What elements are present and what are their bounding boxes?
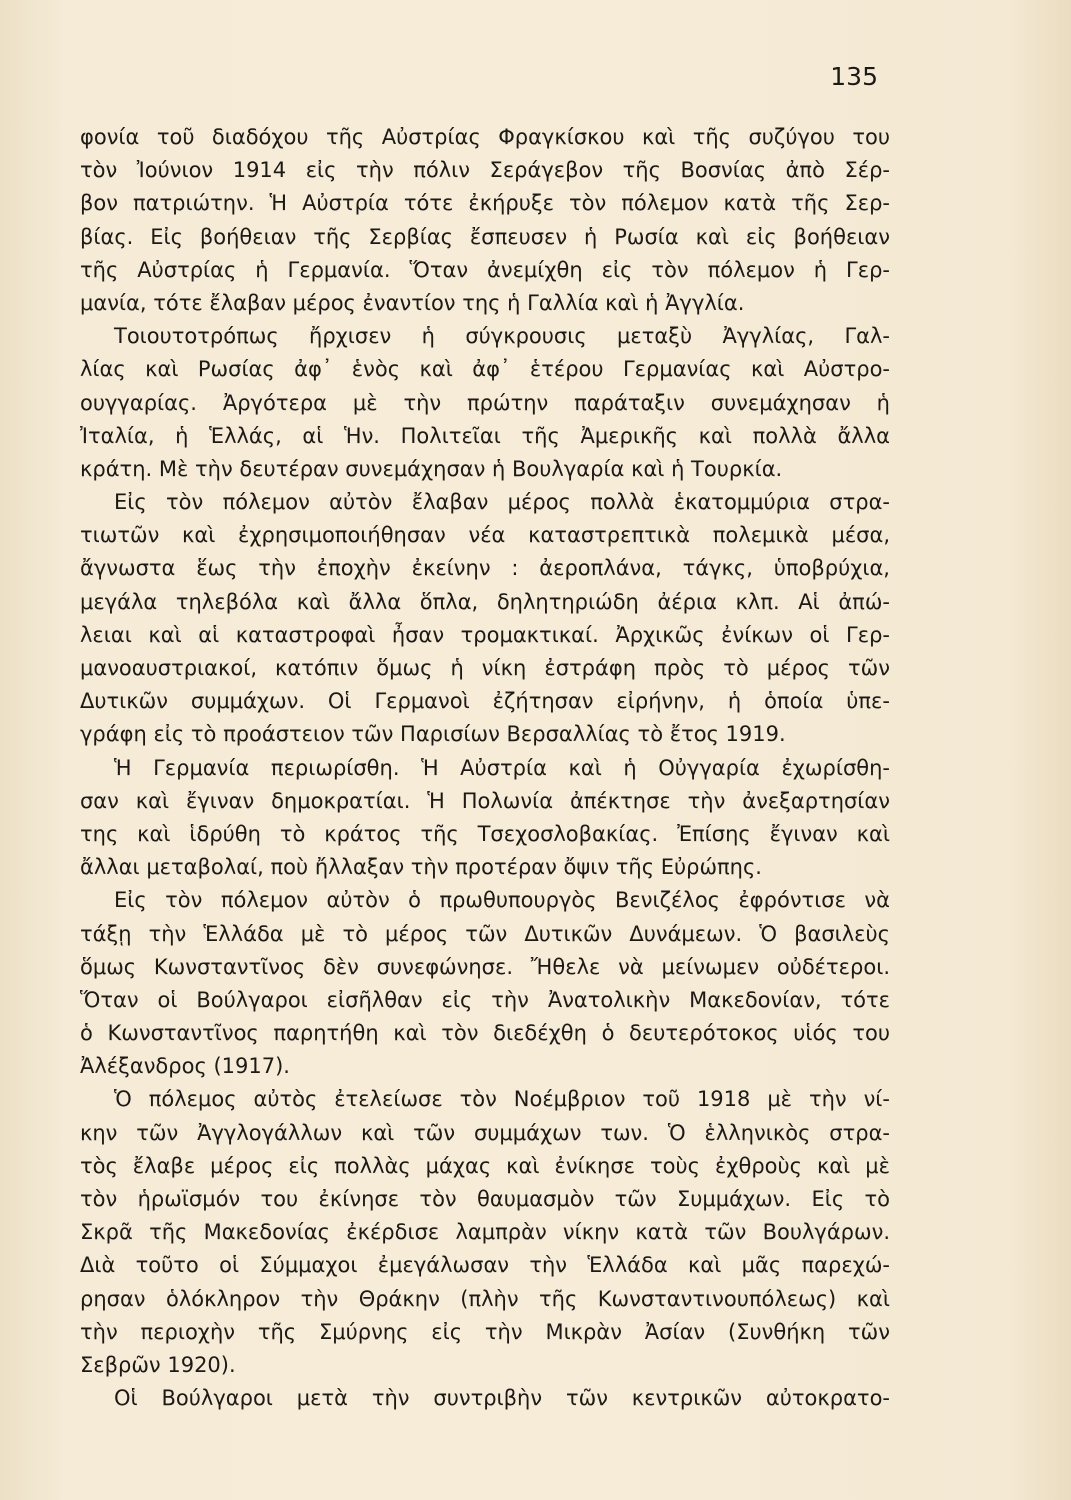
text-line: Ὅταν οἱ Βούλγαροι εἰσῆλθαν εἰς τὴν Ἀνατολικὴν Μακεδονίαν, τότε — [80, 987, 890, 1012]
text-line: γράφη εἰς τὸ προάστειον τῶν Παρισίων Βερσαλλίας τὸ ἔτος 1919. — [80, 722, 786, 747]
text-line: ὁ Κωνσταντῖνος παρητήθη καὶ τὸν διεδέχθη ὁ δευτερότοκος υἱός του — [80, 1021, 890, 1046]
text-line: Εἰς τὸν πόλεμον αὐτὸν ἔλαβαν μέρος πολλὰ ἑκατομμύρια στρα- — [114, 490, 890, 515]
text-line: κράτη. Μὲ τὴν δευτέραν συνεμάχησαν ἡ Βουλγαρία καὶ ἡ Τουρκία. — [80, 456, 783, 481]
text-line: ἄγνωστα ἕως τὴν ἐποχὴν ἐκείνην : ἀεροπλάνα, τάγκς, ὑποβρύχια, — [80, 556, 890, 581]
text-line: τὸν Ἰούνιον 1914 εἰς τὴν πόλιν Σεράγεβον τῆς Βοσνίας ἀπὸ Σέρ- — [80, 158, 890, 183]
text-line: μεγάλα τηλεβόλα καὶ ἄλλα ὅπλα, δηλητηριώδη ἀέρια κλπ. Αἱ ἀπώ- — [80, 589, 890, 614]
text-line: Τοιουτοτρόπως ἤρχισεν ἡ σύγκρουσις μεταξὺ Ἀγγλίας, Γαλ- — [114, 324, 890, 349]
text-line: Ὁ πόλεμος αὐτὸς ἐτελείωσε τὸν Νοέμβριον τοῦ 1918 μὲ τὴν νί- — [114, 1087, 890, 1112]
text-line: της καὶ ἱδρύθη τὸ κράτος τῆς Τσεχοσλοβακίας. Ἐπίσης ἔγιναν καὶ — [80, 821, 890, 846]
text-line: φονία τοῦ διαδόχου τῆς Αὐστρίας Φραγκίσκου καὶ τῆς συζύγου του — [80, 125, 890, 149]
text-line: Ἀλέξανδρος (1917). — [80, 1054, 290, 1079]
page-number: 135 — [830, 62, 878, 91]
text-line: τῆς Αὐστρίας ἡ Γερμανία. Ὅταν ἀνεμίχθη εἰς τὸν πόλεμον ἡ Γερ- — [80, 257, 890, 282]
text-line: Ἡ Γερμανία περιωρίσθη. Ἡ Αὐστρία καὶ ἡ Οὐγγαρία ἐχωρίσθη- — [114, 755, 890, 780]
body-text — [80, 121, 890, 1415]
text-line: Δυτικῶν συμμάχων. Οἱ Γερμανοὶ ἐζήτησαν εἰρήνην, ἡ ὁποία ὑπε- — [80, 689, 890, 714]
text-line: τάξῃ τὴν Ἑλλάδα μὲ τὸ μέρος τῶν Δυτικῶν Δυνάμεων. Ὁ βασιλεὺς — [80, 921, 890, 946]
text-line: Εἰς τὸν πόλεμον αὐτὸν ὁ πρωθυπουργὸς Βενιζέλος ἐφρόντισε νὰ — [114, 888, 890, 913]
text-line: Σεβρῶν 1920). — [80, 1352, 236, 1377]
text-line: Διὰ τοῦτο οἱ Σύμμαχοι ἐμεγάλωσαν τὴν Ἑλλάδα καὶ μᾶς παρεχώ- — [80, 1253, 890, 1278]
text-line: σαν καὶ ἔγιναν δημοκρατίαι. Ἡ Πολωνία ἀπέκτησε τὴν ἀνεξαρτησίαν — [80, 788, 890, 813]
text-line: Σκρᾶ τῆς Μακεδονίας ἐκέρδισε λαμπρὰν νίκην κατὰ τῶν Βουλγάρων. — [80, 1220, 890, 1245]
text-line: ἄλλαι μεταβολαί, ποὺ ἤλλαξαν τὴν προτέραν ὄψιν τῆς Εὐρώπης. — [80, 855, 762, 880]
text-line: βίας. Εἰς βοήθειαν τῆς Σερβίας ἔσπευσεν ἡ Ρωσία καὶ εἰς βοήθειαν — [80, 224, 890, 249]
text-line: μανοαυστριακοί, κατόπιν ὅμως ἡ νίκη ἐστράφη πρὸς τὸ μέρος τῶν — [80, 656, 890, 680]
text-line: κην τῶν Ἀγγλογάλλων καὶ τῶν συμμάχων των. Ὁ ἑλληνικὸς στρα- — [80, 1120, 890, 1145]
text-line: ὅμως Κωνσταντῖνος δὲν συνεφώνησε. Ἤθελε νὰ μείνωμεν οὐδέτεροι. — [80, 954, 890, 979]
text-line: μανία, τότε ἔλαβαν μέρος ἐναντίον της ἡ Γαλλία καὶ ἡ Ἀγγλία. — [80, 290, 745, 315]
text-line: λειαι καὶ αἱ καταστροφαὶ ἦσαν τρομακτικαί. Ἀρχικῶς ἐνίκων οἱ Γερ- — [80, 622, 890, 647]
text-line: τὴν περιοχὴν τῆς Σμύρνης εἰς τὴν Μικρὰν Ἀσίαν (Συνθήκη τῶν — [80, 1319, 890, 1344]
text-line: τὸν ἡρωϊσμόν του ἐκίνησε τὸν θαυμασμὸν τῶν Συμμάχων. Εἰς τὸ — [80, 1187, 890, 1211]
text-line: ουγγαρίας. Ἀργότερα μὲ τὴν πρώτην παράταξιν συνεμάχησαν ἡ — [80, 390, 890, 415]
text-line: βον πατριώτην. Ἡ Αὐστρία τότε ἐκήρυξε τὸν πόλεμον κατὰ τῆς Σερ- — [80, 191, 890, 216]
text-line: Οἱ Βούλγαροι μετὰ τὴν συντριβὴν τῶν κεντρικῶν αὐτοκρατο- — [114, 1386, 890, 1411]
text-line: τιωτῶν καὶ ἐχρησιμοποιήθησαν νέα καταστρεπτικὰ πολεμικὰ μέσα, — [80, 523, 890, 548]
text-line: λίας καὶ Ρωσίας ἀφ᾽ ἑνὸς καὶ ἀφ᾽ ἑτέρου Γερμανίας καὶ Αὐστρο- — [80, 357, 890, 382]
text-line: ρησαν ὁλόκληρον τὴν Θράκην (πλὴν τῆς Κωνσταντινουπόλεως) καὶ — [80, 1286, 890, 1311]
text-line: τὸς ἔλαβε μέρος εἰς πολλὰς μάχας καὶ ἐνίκησε τοὺς ἐχθροὺς καὶ μὲ — [80, 1153, 890, 1178]
text-line: Ἰταλία, ἡ Ἑλλάς, αἱ Ἡν. Πολιτεῖαι τῆς Ἀμερικῆς καὶ πολλὰ ἄλλα — [80, 423, 890, 448]
